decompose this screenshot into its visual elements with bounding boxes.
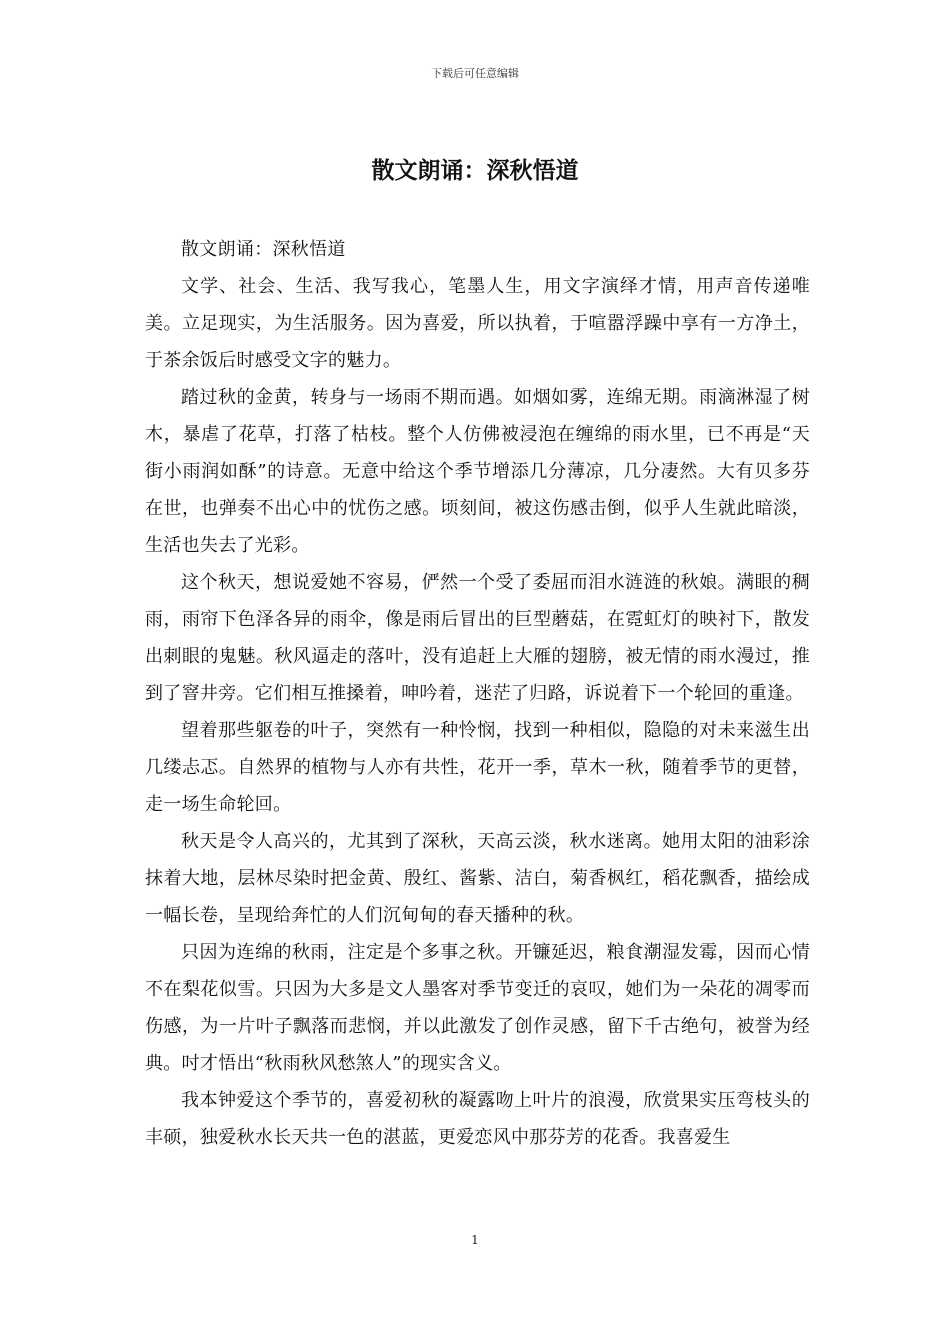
body-paragraph: 只因为连绵的秋雨，注定是个多事之秋。开镰延迟，粮食潮湿发霉，因而心情不在梨花似雪。只因为大多是文人墨客对季节变迁的哀叹，她们为一朵花的凋零而伤感，为一片叶子飘落而悲悯，并以此激发了创作灵感，留下千古绝句，被誉为经典。吋才悟出“秋雨秋风愁煞人”的现实含义。 [145,942,810,1074]
page-number: 1 [471,1233,479,1247]
body-paragraph: 这个秋天，想说爱她不容易，俨然一个受了委屈而泪水涟涟的秋娘。满眼的稠雨，雨帘下色泽各异的雨伞，像是雨后冒出的巨型蘑菇，在霓虹灯的映衬下，散发出刺眼的鬼魅。秋风逼走的落叶，没有追赶上大雁的翅膀，被无情的雨水漫过，推到了窨井旁。它们相互推搡着，呻吟着，迷茫了归路，诉说着下一个轮回的重逢。 [145,572,810,704]
body-paragraph: 踏过秋的金黄，转身与一场雨不期而遇。如烟如雾，连绵无期。雨滴淋湿了树木，暴虐了花草，打落了枯枝。整个人仿佛被浸泡在缠绵的雨水里，已不再是“天街小雨润如酥”的诗意。无意中给这个季节增添几分薄凉，几分凄然。大有贝多芬在世，也弹奏不出心中的忧伤之感。顷刻间，被这伤感击倒，似乎人生就此暗淡，生活也失去了光彩。 [145,387,810,556]
header-note: 下载后可任意编辑 [431,67,519,80]
body-paragraph: 我本钟爱这个季节的，喜爱初秋的凝露吻上叶片的浪漫，欣赏果实压弯枝头的丰硕，独爱秋水长天共一色的湛蓝，更爱恋风中那芬芳的花香。我喜爱生 [145,1090,810,1148]
document-body [145,231,810,1156]
body-paragraph: 文学、社会、生活、我写我心，笔墨人生，用文字演绎才情，用声音传递唯美。立足现实，为生活服务。因为喜爱，所以执着，于喧嚣浮躁中享有一方净土，于茶余饭后时感受文字的魅力。 [145,276,810,371]
body-paragraph: 秋天是令人高兴的，尤其到了深秋，天高云淡，秋水迷离。她用太阳的油彩涂抹着大地，层林尽染时把金黄、殷红、酱紫、洁白，菊香枫红，稻花飘香，描绘成一幅长卷，呈现给奔忙的人们沉甸甸的春天播种的秋。 [145,831,810,926]
body-paragraph: 散文朗诵：深秋悟道 [181,239,346,260]
body-paragraph: 望着那些躯卷的叶子，突然有一种怜悯，找到一种相似，隐隐的对未来滋生出几缕忐忑。自然界的植物与人亦有共性，花开一季，草木一秋，随着季节的更替，走一场生命轮回。 [145,720,810,815]
document-title: 散文朗诵：深秋悟道 [371,158,579,184]
